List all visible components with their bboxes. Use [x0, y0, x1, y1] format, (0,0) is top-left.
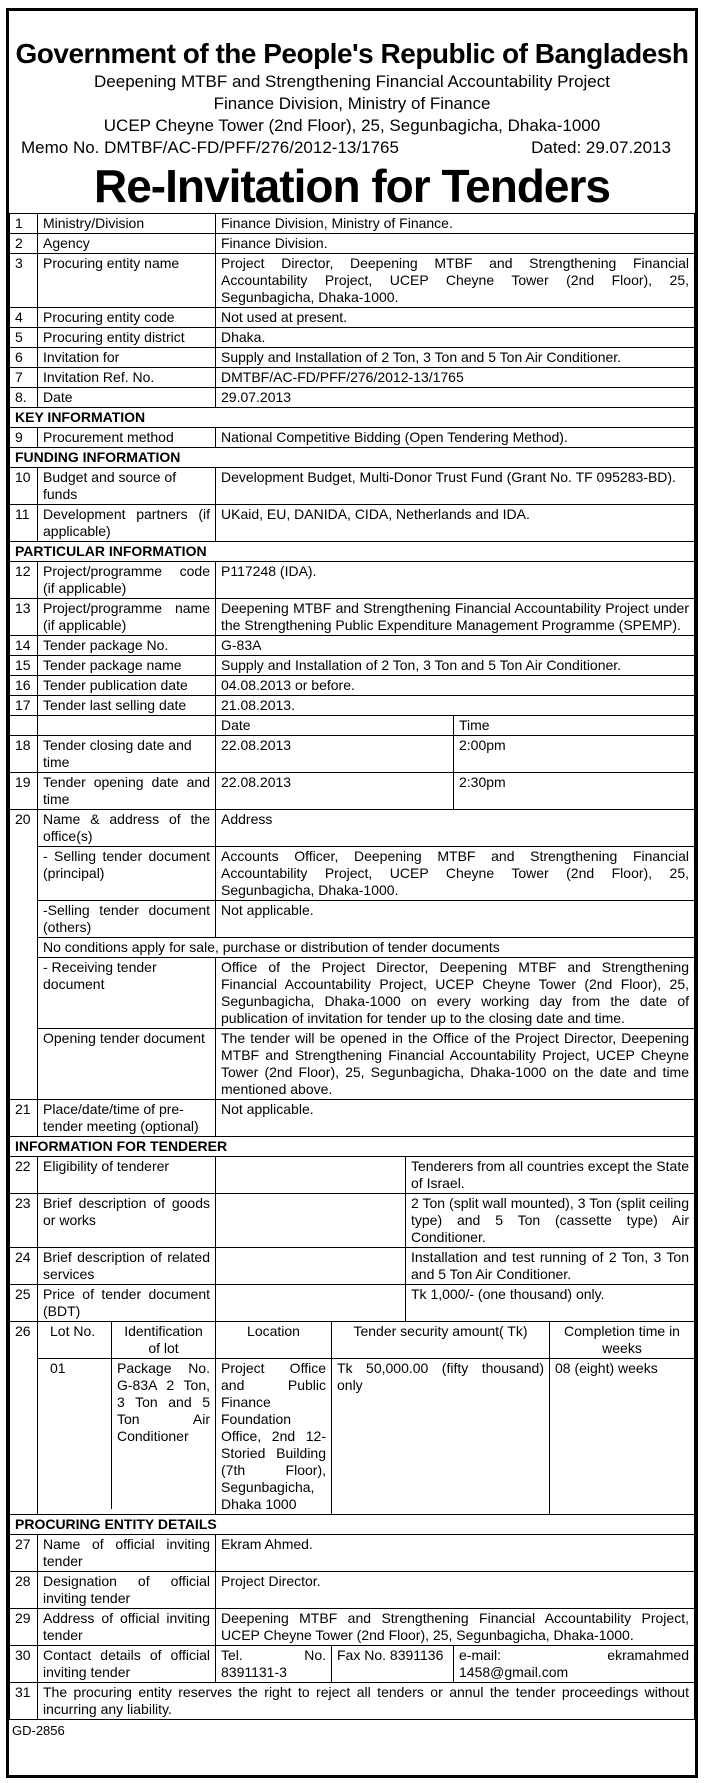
row-label: Project/programme code (if applicable)	[38, 562, 216, 599]
row-label: Date	[38, 388, 216, 408]
tender-table	[9, 213, 695, 1720]
table-row: 13 Project/programme name (if applicable) Deepening MTBF and Strengthening Financial Accountability Project under the Strengthening Public Expenditure Management Programme (SPEMP).	[10, 599, 695, 636]
table-row: 23 Brief description of goods or works 2 Ton (split wall mounted), 3 Ton (split ceiling type) and 5 Ton (cassette type) Air Conditioner.	[10, 1194, 695, 1248]
contact-telephone: Tel. No. 8391131-3	[216, 1646, 332, 1683]
table-row: 31 The procuring entity reserves the right to reject all tenders or annul the tender proceedings without incurring any liability.	[10, 1683, 695, 1720]
row-value: Tk 1,000/- (one thousand) only.	[406, 1285, 695, 1322]
completion-header: Completion time in weeks	[550, 1322, 695, 1359]
row-label: Designation of official inviting tender	[38, 1572, 216, 1609]
memo-date: Dated: 29.07.2013	[531, 138, 671, 157]
row-value: 2 Ton (split wall mounted), 3 Ton (split ceiling type) and 5 Ton (cassette type) Air Conditioner.	[406, 1194, 695, 1248]
row-value: Installation and test running of 2 Ton, 3 Ton and 5 Ton Air Conditioner.	[406, 1248, 695, 1285]
row-value: Supply and Installation of 2 Ton, 3 Ton and 5 Ton Air Conditioner.	[216, 656, 695, 676]
lot-completion: 08 (eight) weeks	[550, 1359, 695, 1515]
section-information-for-tenderer: INFORMATION FOR TENDERER	[10, 1137, 695, 1157]
table-row: 20 Name & address of the office(s) Address	[10, 810, 695, 847]
table-row: 6 Invitation for Supply and Installation of 2 Ton, 3 Ton and 5 Ton Air Conditioner.	[10, 348, 695, 368]
memo-line	[9, 137, 695, 159]
row-value: Project Director, Deepening MTBF and Strengthening Financial Accountability Project, UCEP Cheyne Tower (2nd Floor), 25, Segunbagicha, Dhaka-1000.	[216, 254, 695, 308]
section-particular-information: PARTICULAR INFORMATION	[10, 542, 695, 562]
row-value: Not used at present.	[216, 308, 695, 328]
row-value: Deepening MTBF and Strengthening Financial Accountability Project, UCEP Cheyne Tower (2nd Floor), 25, Segunbagicha, Dhaka-1000.	[216, 1609, 695, 1646]
division-name: Finance Division, Ministry of Finance	[213, 94, 491, 113]
row-label: Tender last selling date	[38, 696, 216, 716]
row-label: Brief description of goods or works	[38, 1194, 216, 1248]
contact-fax: Fax No. 8391136	[332, 1646, 454, 1683]
section-procuring-entity-details: PROCURING ENTITY DETAILS	[10, 1515, 695, 1535]
table-row: 14 Tender package No. G-83A	[10, 636, 695, 656]
table-row: -Selling tender document (others) Not applicable.	[10, 901, 695, 938]
notice-header	[9, 37, 695, 137]
lot-no-header: Lot No.	[38, 1322, 112, 1358]
table-row: 2 Agency Finance Division.	[10, 234, 695, 254]
row-label: Ministry/Division	[38, 214, 216, 234]
table-row: 28 Designation of official inviting tender Project Director.	[10, 1572, 695, 1609]
table-row: 16 Tender publication date 04.08.2013 or before.	[10, 676, 695, 696]
table-row: 25 Price of tender document (BDT) Tk 1,000/- (one thousand) only.	[10, 1285, 695, 1322]
security-header: Tender security amount( Tk)	[332, 1322, 550, 1359]
row-value: Ekram Ahmed.	[216, 1535, 695, 1572]
row-value: Project Director.	[216, 1572, 695, 1609]
lot-security: Tk 50,000.00 (fifty thousand) only	[332, 1359, 550, 1515]
row-value: 21.08.2013.	[216, 696, 695, 716]
lot-row	[10, 1359, 695, 1515]
row-label: Project/programme name (if applicable)	[38, 599, 216, 636]
table-row: 27 Name of official inviting tender Ekram Ahmed.	[10, 1535, 695, 1572]
row-label: Address of official inviting tender	[38, 1609, 216, 1646]
table-row: 4 Procuring entity code Not used at present.	[10, 308, 695, 328]
row-label: Procuring entity code	[38, 308, 216, 328]
table-row: 1 Ministry/Division Finance Division, Ministry of Finance.	[10, 214, 695, 234]
row-label: Tender package No.	[38, 636, 216, 656]
office-address: UCEP Cheyne Tower (2nd Floor), 25, Segunbagicha, Dhaka-1000	[103, 116, 601, 135]
location-header: Location	[216, 1322, 332, 1359]
table-row: 21 Place/date/time of pre-tender meeting (optional) Not applicable.	[10, 1100, 695, 1137]
table-row: 17 Tender last selling date 21.08.2013.	[10, 696, 695, 716]
row-value: DMTBF/AC-FD/PFF/276/2012-13/1765	[216, 368, 695, 388]
table-row: 29 Address of official inviting tender Deepening MTBF and Strengthening Financial Accountability Project, UCEP Cheyne Tower (2nd Floor), 25, Segunbagicha, Dhaka-1000.	[10, 1609, 695, 1646]
section-key-information: KEY INFORMATION	[10, 408, 695, 428]
table-row: 8. Date 29.07.2013	[10, 388, 695, 408]
table-row: 30 Contact details of official inviting tender Tel. No. 8391131-3 Fax No. 8391136 e-mail: ekramahmed 1458@gmail.com	[10, 1646, 695, 1683]
row-label: Price of tender document (BDT)	[38, 1285, 216, 1322]
table-row: 5 Procuring entity district Dhaka.	[10, 328, 695, 348]
table-row: 9 Procurement method National Competitive Bidding (Open Tendering Method).	[10, 428, 695, 448]
row-value: 29.07.2013	[216, 388, 695, 408]
footer-code: GD-2856	[12, 1723, 65, 1738]
row-label: Agency	[38, 234, 216, 254]
table-row: 3 Procuring entity name Project Director, Deepening MTBF and Strengthening Financial Accountability Project, UCEP Cheyne Tower (2nd Floor), 25, Segunbagicha, Dhaka-1000.	[10, 254, 695, 308]
table-row: No conditions apply for sale, purchase or distribution of tender documents	[10, 938, 695, 958]
memo-number: Memo No. DMTBF/AC-FD/PFF/276/2012-13/1765	[21, 138, 399, 157]
row-value: Supply and Installation of 2 Ton, 3 Ton and 5 Ton Air Conditioner.	[216, 348, 695, 368]
row-value: 04.08.2013 or before.	[216, 676, 695, 696]
table-row: 24 Brief description of related services Installation and test running of 2 Ton, 3 Ton and 5 Ton Air Conditioner.	[10, 1248, 695, 1285]
table-row: 7 Invitation Ref. No. DMTBF/AC-FD/PFF/276/2012-13/1765	[10, 368, 695, 388]
table-row: 22 Eligibility of tenderer Tenderers from all countries except the State of Israel.	[10, 1157, 695, 1194]
row-value: Finance Division, Ministry of Finance.	[216, 214, 695, 234]
lot-location: Project Office and Public Finance Foundation Office, 2nd 12-Storied Building (7th Floor), Segunbagicha, Dhaka 1000	[216, 1359, 332, 1515]
table-row: 10 Budget and source of funds Development Budget, Multi-Donor Trust Fund (Grant No. TF 095283-BD).	[10, 468, 695, 505]
row-label: Tender publication date	[38, 676, 216, 696]
lot-header-row: 26 Lot No. Identification of lot Location Tender security amount( Tk) Completion time in weeks	[10, 1322, 695, 1359]
table-row: 12 Project/programme code (if applicable) P117248 (IDA).	[10, 562, 695, 599]
government-title: Government of the People's Republic of Bangladesh	[15, 38, 689, 69]
page-title: Re-Invitation for Tenders	[94, 160, 610, 212]
row-label: Invitation Ref. No.	[38, 368, 216, 388]
table-row: 15 Tender package name Supply and Installation of 2 Ton, 3 Ton and 5 Ton Air Conditioner.	[10, 656, 695, 676]
lot-identification: Package No. G-83A 2 Ton, 3 Ton and 5 Ton Air Conditioner	[117, 1360, 210, 1444]
table-row: Opening tender document The tender will be opened in the Office of the Project Director, Deepening MTBF and Strengthening Financial Accountability Project, UCEP Cheyne Tower (2nd Floor), 25, Segunbagicha, Dhaka-1000 on the date and time mentioned above.	[10, 1029, 695, 1100]
row-value: P117248 (IDA).	[216, 562, 695, 599]
row-label: Brief description of related services	[38, 1248, 216, 1285]
row-value: Tenderers from all countries except the State of Israel.	[406, 1157, 695, 1194]
row-value: Finance Division.	[216, 234, 695, 254]
table-row: 19 Tender opening date and time 22.08.2013 2:30pm	[10, 773, 695, 810]
row-label: Procuring entity name	[38, 254, 216, 308]
table-row: 18 Tender closing date and time 22.08.2013 2:00pm	[10, 736, 695, 773]
row-label: Eligibility of tenderer	[38, 1157, 216, 1194]
row-value: Dhaka.	[216, 328, 695, 348]
tender-notice	[6, 8, 698, 1778]
row-value: Deepening MTBF and Strengthening Financial Accountability Project under the Strengthening Public Expenditure Management Programme (SPEMP).	[216, 599, 695, 636]
row-label: Procuring entity district	[38, 328, 216, 348]
row-label: Name of official inviting tender	[38, 1535, 216, 1572]
date-time-header: Date Time	[10, 716, 695, 736]
identification-header: Identification of lot	[124, 1323, 203, 1356]
table-row: - Receiving tender document Office of the Project Director, Deepening MTBF and Strengthening Financial Accountability Project, UCEP Cheyne Tower (2nd Floor), 25, Segunbagicha, Dhaka-1000 on every working day from the date of publication of invitation for tender up to the closing date and time.	[10, 958, 695, 1029]
row-label: Invitation for	[38, 348, 216, 368]
section-funding-information: FUNDING INFORMATION	[10, 448, 695, 468]
contact-email: e-mail: ekramahmed 1458@gmail.com	[454, 1646, 695, 1683]
row-label: Tender package name	[38, 656, 216, 676]
project-name: Deepening MTBF and Strengthening Financial Accountability Project	[94, 72, 610, 91]
lot-number: 01	[38, 1359, 112, 1509]
table-row: 11 Development partners (if applicable) UKaid, EU, DANIDA, CIDA, Netherlands and IDA.	[10, 505, 695, 542]
row-value: G-83A	[216, 636, 695, 656]
table-row: - Selling tender document (principal) Accounts Officer, Deepening MTBF and Strengthening Financial Accountability Project, UCEP Cheyne Tower (2nd Floor), 25, Segunbagicha, Dhaka-1000.	[10, 847, 695, 901]
